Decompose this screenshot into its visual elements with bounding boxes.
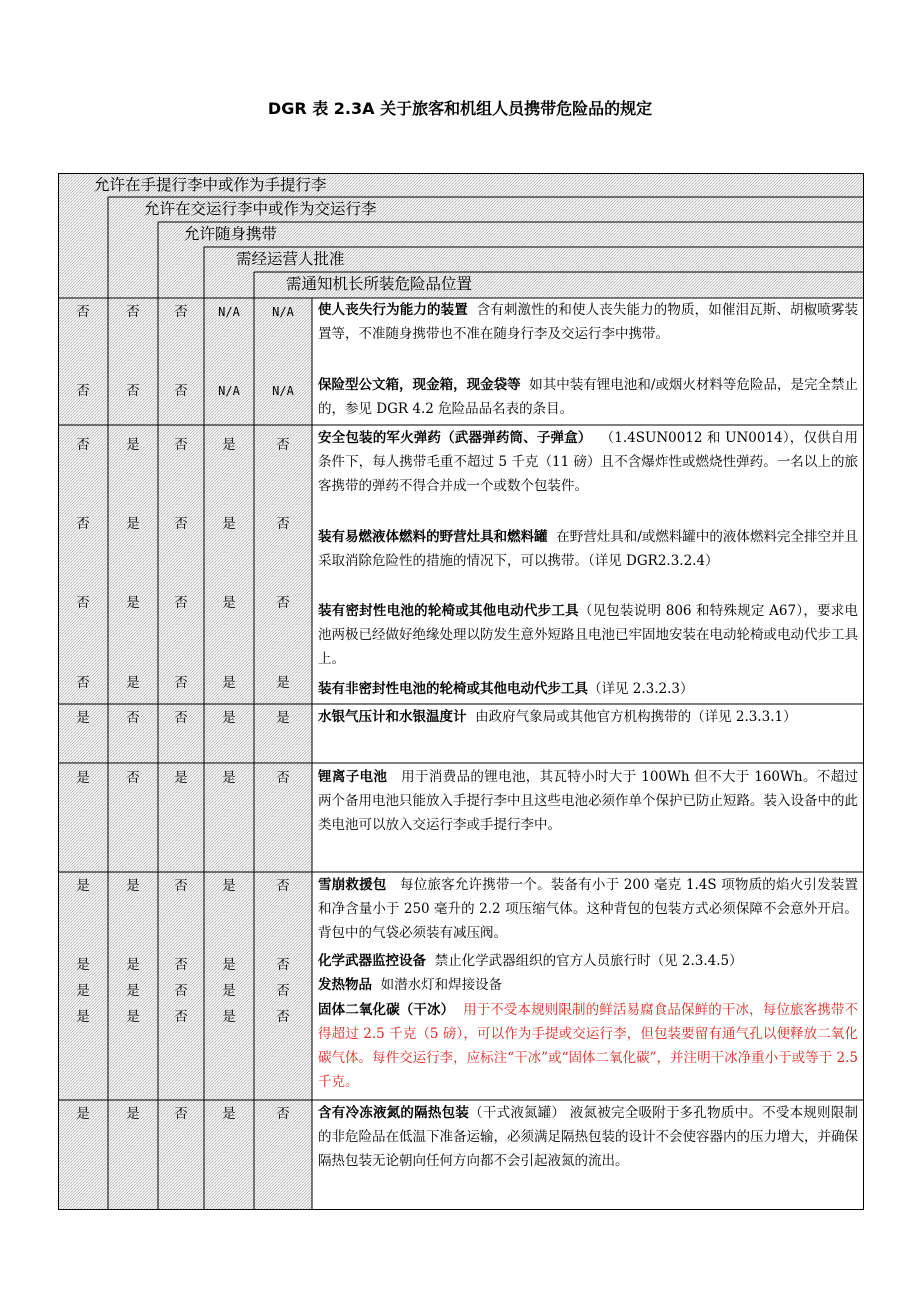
row-8-flag-3: 是 — [174, 770, 188, 786]
row-12-flag-5: 否 — [276, 1009, 290, 1025]
row-11-flag-3: 否 — [174, 983, 188, 999]
row-10-flag-2: 是 — [126, 957, 140, 973]
row-9-flag-1: 是 — [76, 878, 90, 894]
row-8-flag-2: 否 — [126, 770, 140, 786]
row-13-flag-5: 否 — [276, 1106, 290, 1122]
row-5-item-text: （见包装说明 806 和特殊规定 A67），要求电池两极已经做好绝缘处理以防发生意外短路且电池已牢固地安装在电动轮椅或电动代步工具上。 — [318, 603, 858, 667]
header-operator-approval: 需经运营人批准 — [236, 250, 345, 268]
header-checked-baggage: 允许在交运行李中或作为交运行李 — [144, 200, 377, 218]
row-13-flag-3: 否 — [174, 1106, 188, 1122]
row-6-flag-2: 是 — [126, 675, 140, 691]
row-1-item-text: 含有刺激性的和使人丧失能力的物质，如催泪瓦斯、胡椒喷雾装置等，不准随身携带也不准在随身行李及交运行李中携带。 — [318, 302, 858, 342]
row-13-flag-2: 是 — [126, 1106, 140, 1122]
row-2-item-name: 保险型公文箱，现金箱，现金袋等 — [318, 377, 521, 393]
row-12-flag-1: 是 — [76, 1009, 90, 1025]
row-11-flag-4: 是 — [222, 983, 236, 999]
row-12-flag-3: 否 — [174, 1009, 188, 1025]
row-13-item-name: 含有冷冻液氮的隔热包装 — [318, 1105, 470, 1121]
row-1-item-name: 使人丧失行为能力的装置 — [318, 302, 468, 318]
row-3-flag-2: 是 — [126, 437, 140, 453]
row-2-flag-5: N/A — [272, 384, 294, 398]
row-6-description — [318, 677, 858, 701]
row-13-flag-4: 是 — [222, 1106, 236, 1122]
row-5-description — [318, 599, 858, 671]
row-6-item-name: 装有非密封性电池的轮椅或其他电动代步工具 — [318, 681, 588, 697]
row-7-item-text: 由政府气象局或其他官方机构携带的（详见 2.3.3.1） — [475, 709, 797, 725]
row-8-flag-4: 是 — [222, 770, 236, 786]
row-3-item-text: （1.4SUN0012 和 UN0014），仅供自用条件下，每人携带毛重不超过 5 千克（11 磅）且不含爆炸性或燃烧性弹药。一名以上的旅客携带的弹药不得合并成一个或数个包装件。 — [318, 430, 858, 494]
row-12-item-text: 用于不受本规则限制的鲜活易腐食品保鲜的干冰，每位旅客携带不得超过 2.5 千克（5 磅），可以作为手提或交运行李，但包装要留有通气孔以便释放二氧化碳气体。每件交运行李，应标注“干冰”或“固体二氧化碳”，并注明干冰净重小于或等于 2.5 千克。 — [318, 1002, 858, 1090]
row-1-flag-4: N/A — [218, 305, 240, 319]
row-4-item-text: 在野营灶具和/或燃料罐中的液体燃料完全排空并且采取消除危险性的措施的情况下，可以携带。（详见 DGR2.3.2.4） — [318, 529, 858, 569]
row-6-flag-4: 是 — [222, 675, 236, 691]
row-9-description — [318, 873, 858, 945]
row-10-item-text: 禁止化学武器组织的官方人员旅行时（见 2.3.4.5） — [434, 953, 743, 969]
row-12-flag-2: 是 — [126, 1009, 140, 1025]
row-12-flag-4: 是 — [222, 1009, 236, 1025]
row-5-flag-1: 否 — [76, 595, 90, 611]
row-10-item-name: 化学武器监控设备 — [318, 953, 426, 969]
header-on-person: 允许随身携带 — [184, 225, 278, 243]
row-7-flag-2: 否 — [126, 710, 140, 726]
row-9-flag-5: 否 — [276, 878, 290, 894]
row-6-flag-1: 否 — [76, 675, 90, 691]
row-13-description — [318, 1101, 858, 1173]
row-4-flag-3: 否 — [174, 516, 188, 532]
row-4-flag-1: 否 — [76, 516, 90, 532]
row-8-item-name: 锂离子电池 — [318, 769, 388, 785]
row-1-flag-3: 否 — [174, 304, 188, 320]
header-notify-captain: 需通知机长所装危险品位置 — [286, 275, 473, 293]
row-5-flag-2: 是 — [126, 595, 140, 611]
row-11-flag-1: 是 — [76, 983, 90, 999]
row-7-flag-4: 是 — [222, 710, 236, 726]
row-3-flag-3: 否 — [174, 437, 188, 453]
row-11-description — [318, 973, 858, 997]
row-7-item-name: 水银气压计和水银温度计 — [318, 709, 467, 725]
row-1-flag-2: 否 — [126, 304, 140, 320]
header-hand-baggage: 允许在手提行李中或作为手提行李 — [94, 176, 327, 194]
row-4-description — [318, 525, 858, 573]
row-9-item-name: 雪崩救援包 — [318, 877, 387, 893]
row-10-flag-5: 否 — [276, 957, 290, 973]
row-2-flag-2: 否 — [126, 383, 140, 399]
row-2-item-text: 如其中装有锂电池和/或烟火材料等危险品，是完全禁止的，参见 DGR 4.2 危险品品名表的条目。 — [318, 377, 858, 417]
row-12-item-name: 固体二氧化碳（干冰） — [318, 1002, 455, 1018]
row-3-flag-5: 否 — [276, 437, 290, 453]
row-4-flag-2: 是 — [126, 516, 140, 532]
row-11-item-name: 发热物品 — [318, 977, 372, 993]
row-7-description — [318, 705, 858, 729]
row-13-item-text: （干式液氮罐） 液氮被完全吸附于多孔物质中。不受本规则限制的非危险品在低温下准备运输，必须满足隔热包装的设计不会使容器内的压力增大，并确保隔热包装无论朝向任何方向都不会引起液氮的流出。 — [318, 1105, 859, 1169]
row-6-item-text: （详见 2.3.2.3） — [588, 681, 694, 697]
row-8-item-text: 用于消费品的锂电池，其瓦特小时大于 100Wh 但不大于 160Wh。不超过两个备用电池只能放入手提行李中且这些电池必须作单个保护已防止短路。装入设备中的此类电池可以放入交运行李或手提行李中。 — [318, 769, 858, 833]
row-10-flag-1: 是 — [76, 957, 90, 973]
row-1-flag-5: N/A — [272, 305, 294, 319]
row-6-flag-5: 是 — [276, 675, 290, 691]
row-10-flag-3: 否 — [174, 957, 188, 973]
row-10-flag-4: 是 — [222, 957, 236, 973]
row-8-description — [318, 765, 858, 837]
row-3-description — [318, 426, 858, 498]
row-1-description — [318, 298, 858, 346]
row-1-flag-1: 否 — [76, 304, 90, 320]
row-3-flag-4: 是 — [222, 437, 236, 453]
row-5-flag-4: 是 — [222, 595, 236, 611]
row-9-flag-4: 是 — [222, 878, 236, 894]
row-9-flag-2: 是 — [126, 878, 140, 894]
row-12-description — [318, 998, 858, 1094]
row-3-item-name: 安全包装的军火弹药（武器弹药筒、子弹盒） — [318, 430, 592, 446]
row-5-item-name: 装有密封性电池的轮椅或其他电动代步工具 — [318, 603, 579, 619]
row-6-flag-3: 否 — [174, 675, 188, 691]
row-4-item-name: 装有易燃液体燃料的野营灶具和燃料罐 — [318, 529, 548, 545]
row-13-flag-1: 是 — [76, 1106, 90, 1122]
row-11-item-text: 如潜水灯和焊接设备 — [380, 977, 503, 993]
row-9-item-text: 每位旅客允许携带一个。装备有小于 200 毫克 1.4S 项物质的焰火引发装置和净含量小于 250 毫升的 2.2 项压缩气体。这种背包的包装方式必须保障不会意外开启。背包中的气袋必须装有减压阀。 — [318, 877, 859, 941]
row-2-flag-1: 否 — [76, 383, 90, 399]
row-7-flag-1: 是 — [76, 710, 90, 726]
row-3-flag-1: 否 — [76, 437, 90, 453]
row-7-flag-5: 是 — [276, 710, 290, 726]
row-2-flag-4: N/A — [218, 384, 240, 398]
row-2-description — [318, 373, 858, 421]
row-11-flag-2: 是 — [126, 983, 140, 999]
row-5-flag-5: 否 — [276, 595, 290, 611]
row-4-flag-5: 否 — [276, 516, 290, 532]
row-9-flag-3: 否 — [174, 878, 188, 894]
row-4-flag-4: 是 — [222, 516, 236, 532]
row-7-flag-3: 否 — [174, 710, 188, 726]
row-11-flag-5: 否 — [276, 983, 290, 999]
row-10-description — [318, 949, 858, 973]
row-8-flag-1: 是 — [76, 770, 90, 786]
row-2-flag-3: 否 — [174, 383, 188, 399]
dgr-table — [58, 173, 864, 1210]
row-5-flag-3: 否 — [174, 595, 188, 611]
page-title: DGR 表 2.3A 关于旅客和机组人员携带危险品的规定 — [267, 99, 653, 118]
row-8-flag-5: 否 — [276, 770, 290, 786]
